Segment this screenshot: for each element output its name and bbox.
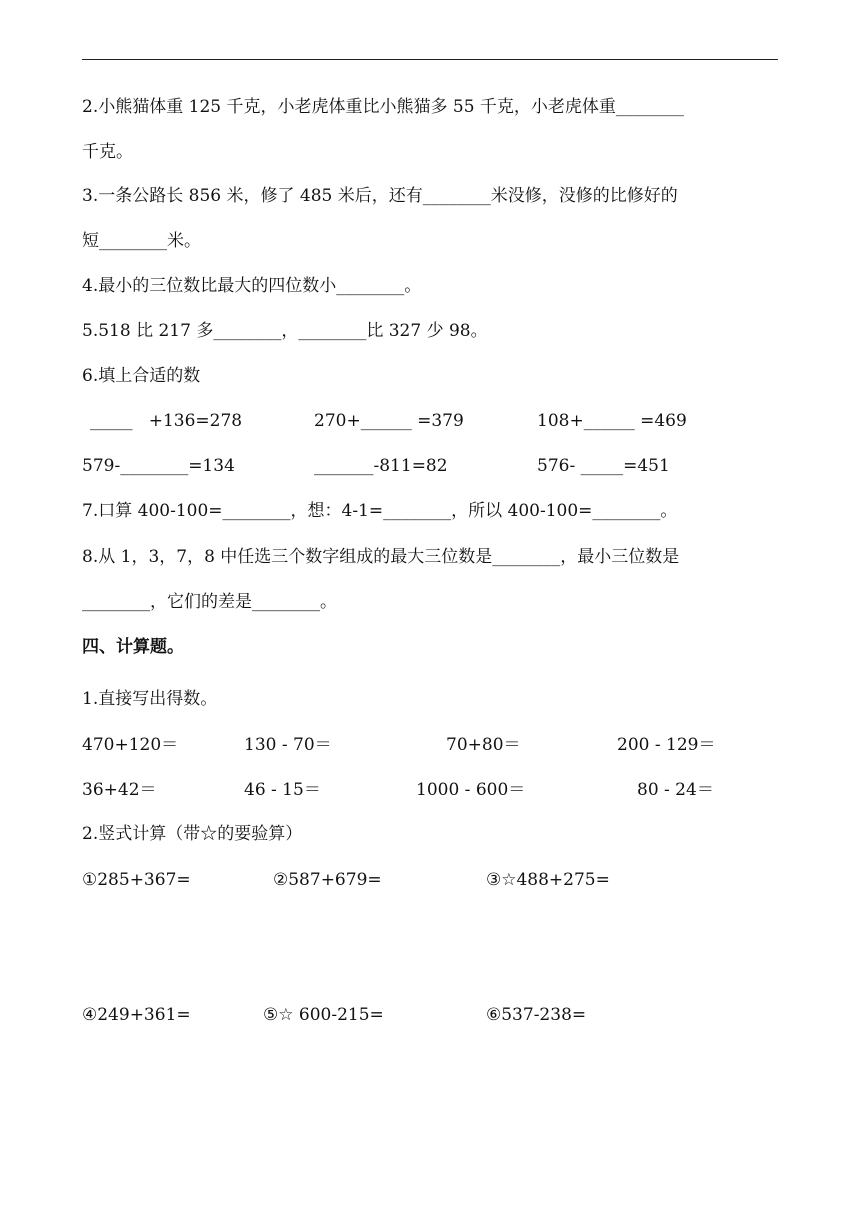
- part1-title: 1.直接写出得数。: [82, 689, 218, 709]
- vertical-calc-item: ④249+361=: [82, 1005, 191, 1025]
- mental-calc-item: 470+120＝: [82, 735, 179, 755]
- q3-line1: 3.一条公路长 856 米，修了 485 米后，还有________米没修，没修的比修好的: [82, 186, 678, 206]
- vertical-calc-item: ③☆488+275=: [486, 870, 610, 890]
- q6-r2-c1: 579-________=134: [82, 456, 235, 476]
- mental-calc-item: 80 - 24＝: [637, 780, 714, 800]
- q5-line: 5.518 比 217 多________，________比 327 少 98。: [82, 321, 488, 341]
- q8-line1: 8.从 1，3，7，8 中任选三个数字组成的最大三位数是________，最小三位数是: [82, 547, 680, 567]
- q7-line: 7.口算 400-100=________，想：4-1=________，所以 400-100=________。: [82, 501, 678, 521]
- section-heading: 四、计算题。: [82, 637, 184, 657]
- q2-line1: 2.小熊猫体重 125 千克，小老虎体重比小熊猫多 55 千克，小老虎体重________: [82, 97, 684, 117]
- q8-line2: ________，它们的差是________。: [82, 592, 337, 612]
- mental-calc-item: 1000 - 600＝: [416, 780, 526, 800]
- q2-line2: 千克。: [82, 142, 133, 162]
- mental-calc-item: 130 - 70＝: [244, 735, 332, 755]
- q4-line: 4.最小的三位数比最大的四位数小________。: [82, 276, 422, 296]
- part2-title: 2.竖式计算（带☆的要验算）: [82, 824, 303, 844]
- q6-r2-c3: 576- _____=451: [537, 456, 670, 476]
- mental-calc-item: 46 - 15＝: [244, 780, 321, 800]
- mental-calc-item: 200 - 129＝: [617, 735, 716, 755]
- vertical-calc-item: ①285+367=: [82, 870, 191, 890]
- header-rule: [82, 59, 778, 60]
- q6-title: 6.填上合适的数: [82, 366, 201, 386]
- vertical-calc-item: ⑥537-238=: [486, 1005, 587, 1025]
- q6-r1-c3: 108+______ =469: [537, 411, 687, 431]
- q6-r2-c2: _______-811=82: [314, 456, 448, 476]
- q6-r1-c2: 270+______ =379: [314, 411, 464, 431]
- vertical-calc-item: ⑤☆ 600-215=: [263, 1005, 384, 1025]
- q3-line2: 短________米。: [82, 231, 201, 251]
- q6-r1-c1: _____ +136=278: [90, 411, 243, 431]
- mental-calc-item: 36+42＝: [82, 780, 157, 800]
- vertical-calc-item: ②587+679=: [273, 870, 382, 890]
- mental-calc-item: 70+80＝: [446, 735, 521, 755]
